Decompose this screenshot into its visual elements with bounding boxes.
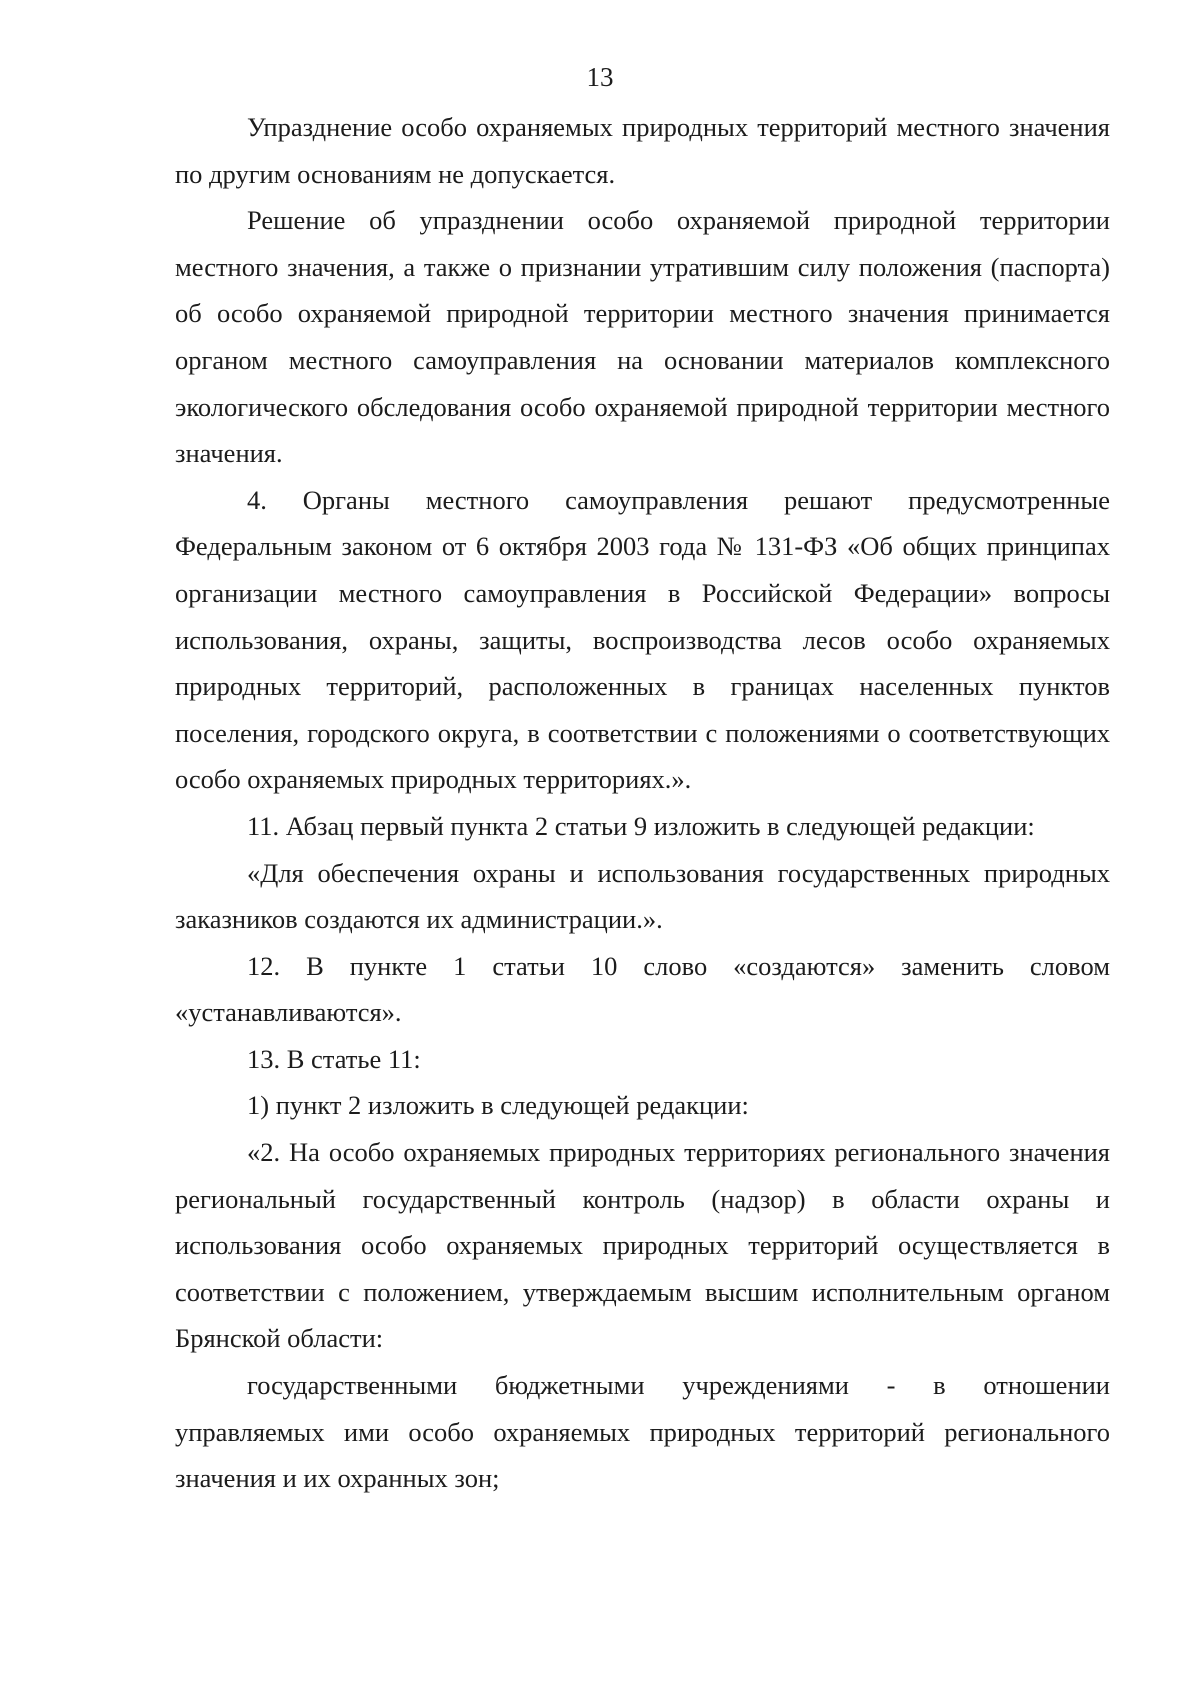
paragraph-item-11-quote: «Для обеспечения охраны и использования государственных природных заказников создаются их администрации.». (175, 857, 1110, 935)
paragraph-item-11: 11. Абзац первый пункта 2 статьи 9 изложить в следующей редакции: (247, 810, 1035, 841)
paragraph-item-2-quote: «2. На особо охраняемых природных территориях регионального значения региональный государственный контроль (надзор) в области охраны и использования особо охраняемых природных территорий осуществляется в соответствии с положением, утверждаемым высшим исполнительным органом Брянской области: (175, 1137, 1110, 1354)
page-number: 13 (586, 62, 614, 92)
paragraph-item-4-local-government: 4. Органы местного самоуправления решают предусмотренные Федеральным законом от 6 октября 2003 года № 131-ФЗ «Об общих принципах организации местного самоуправления в Российской Федерации» вопросы использования, охраны, защиты, воспроизводства лесов особо охраняемых природных территорий, расположенных в границах населенных пунктов поселения, городского округа, в соответствии с положениями о соответствующих особо охраняемых природных территориях.». (175, 484, 1110, 795)
paragraph-budget-institutions: государственными бюджетными учреждениями - в отношении управляемых ими особо охраняемых природных территорий регионального значения и их охранных зон; (175, 1370, 1110, 1494)
paragraph-abolition-other-grounds: Упразднение особо охраняемых природных территорий местного значения по другим основаниям не допускается. (175, 112, 1110, 189)
paragraph-item-12: 12. В пункте 1 статьи 10 слово «создаются» заменить словом «устанавливаются». (175, 950, 1110, 1028)
paragraph-subitem-1: 1) пункт 2 изложить в следующей редакции: (247, 1090, 749, 1121)
document-body (175, 104, 1110, 1502)
paragraph-abolition-decision: Решение об упразднении особо охраняемой природной территории местного значения, а также о признании утратившим силу положения (паспорта) об особо охраняемой природной территории местного значения принимается органом местного самоуправления на основании материалов комплексного экологического обследования особо охраняемой природной территории местного значения. (175, 205, 1110, 469)
paragraph-item-13: 13. В статье 11: (247, 1043, 421, 1074)
